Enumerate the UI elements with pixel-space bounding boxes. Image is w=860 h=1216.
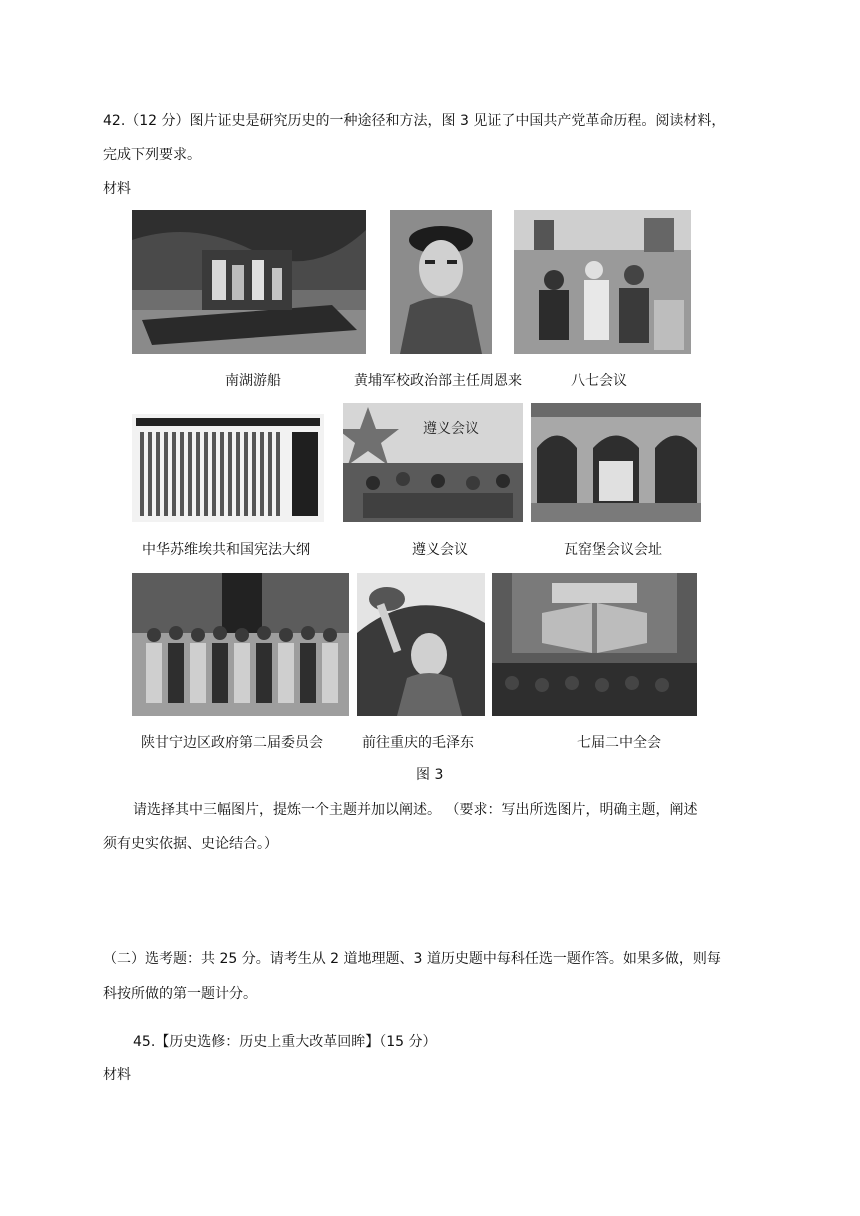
question-45-title: 45.【历史选修：历史上重大改革回眸】（15 分） [133,1034,437,1050]
photo-nanhu-boat [132,210,366,354]
question-45-material-label: 材料 [103,1067,131,1083]
task-line2: 须有史实依据、史论结合。） [103,836,278,852]
question-42-line2: 完成下列要求。 [103,147,201,163]
photo-shaanganning-committee [132,573,349,716]
photo-constitution-newspaper [132,414,324,522]
caption-august-seventh-meeting: 八七会议 [571,373,627,389]
photo-august-seventh-meeting [514,210,691,354]
caption-shaanganning-committee: 陕甘宁边区政府第二届委员会 [141,735,323,751]
section-2-line2: 科按所做的第一题计分。 [103,986,257,1002]
question-42-line1: 42.（12 分）图片证史是研究历史的一种途径和方法，图 3 见证了中国共产党革命历程。阅读材料， [103,113,726,129]
task-line1: 请选择其中三幅图片，提炼一个主题并加以阐述。 （要求：写出所选图片，明确主题，阐述 [133,802,698,818]
caption-zunyi-meeting: 遵义会议 [412,542,468,558]
photo-wayaobao-site [531,403,701,522]
caption-constitution: 中华苏维埃共和国宪法大纲 [142,542,310,558]
photo-second-plenary [492,573,697,716]
material-label: 材料 [103,181,131,197]
caption-zhou-enlai: 黄埔军校政治部主任周恩来 [354,373,522,389]
zunyi-poster-text: 遵义会议 [423,421,479,437]
caption-nanhu-boat: 南湖游船 [225,373,281,389]
section-2-line1: （二）选考题：共 25 分。请考生从 2 道地理题、3 道历史题中每科任选一题作答。如果多做，则每 [103,951,721,967]
caption-mao-to-chongqing: 前往重庆的毛泽东 [362,735,474,751]
caption-wayaobao-site: 瓦窑堡会议会址 [564,542,662,558]
photo-mao-to-chongqing [357,573,485,716]
figure-label: 图 3 [416,767,444,783]
caption-second-plenary: 七届二中全会 [577,735,661,751]
photo-zhou-enlai [390,210,492,354]
photo-zunyi-meeting [343,403,523,522]
